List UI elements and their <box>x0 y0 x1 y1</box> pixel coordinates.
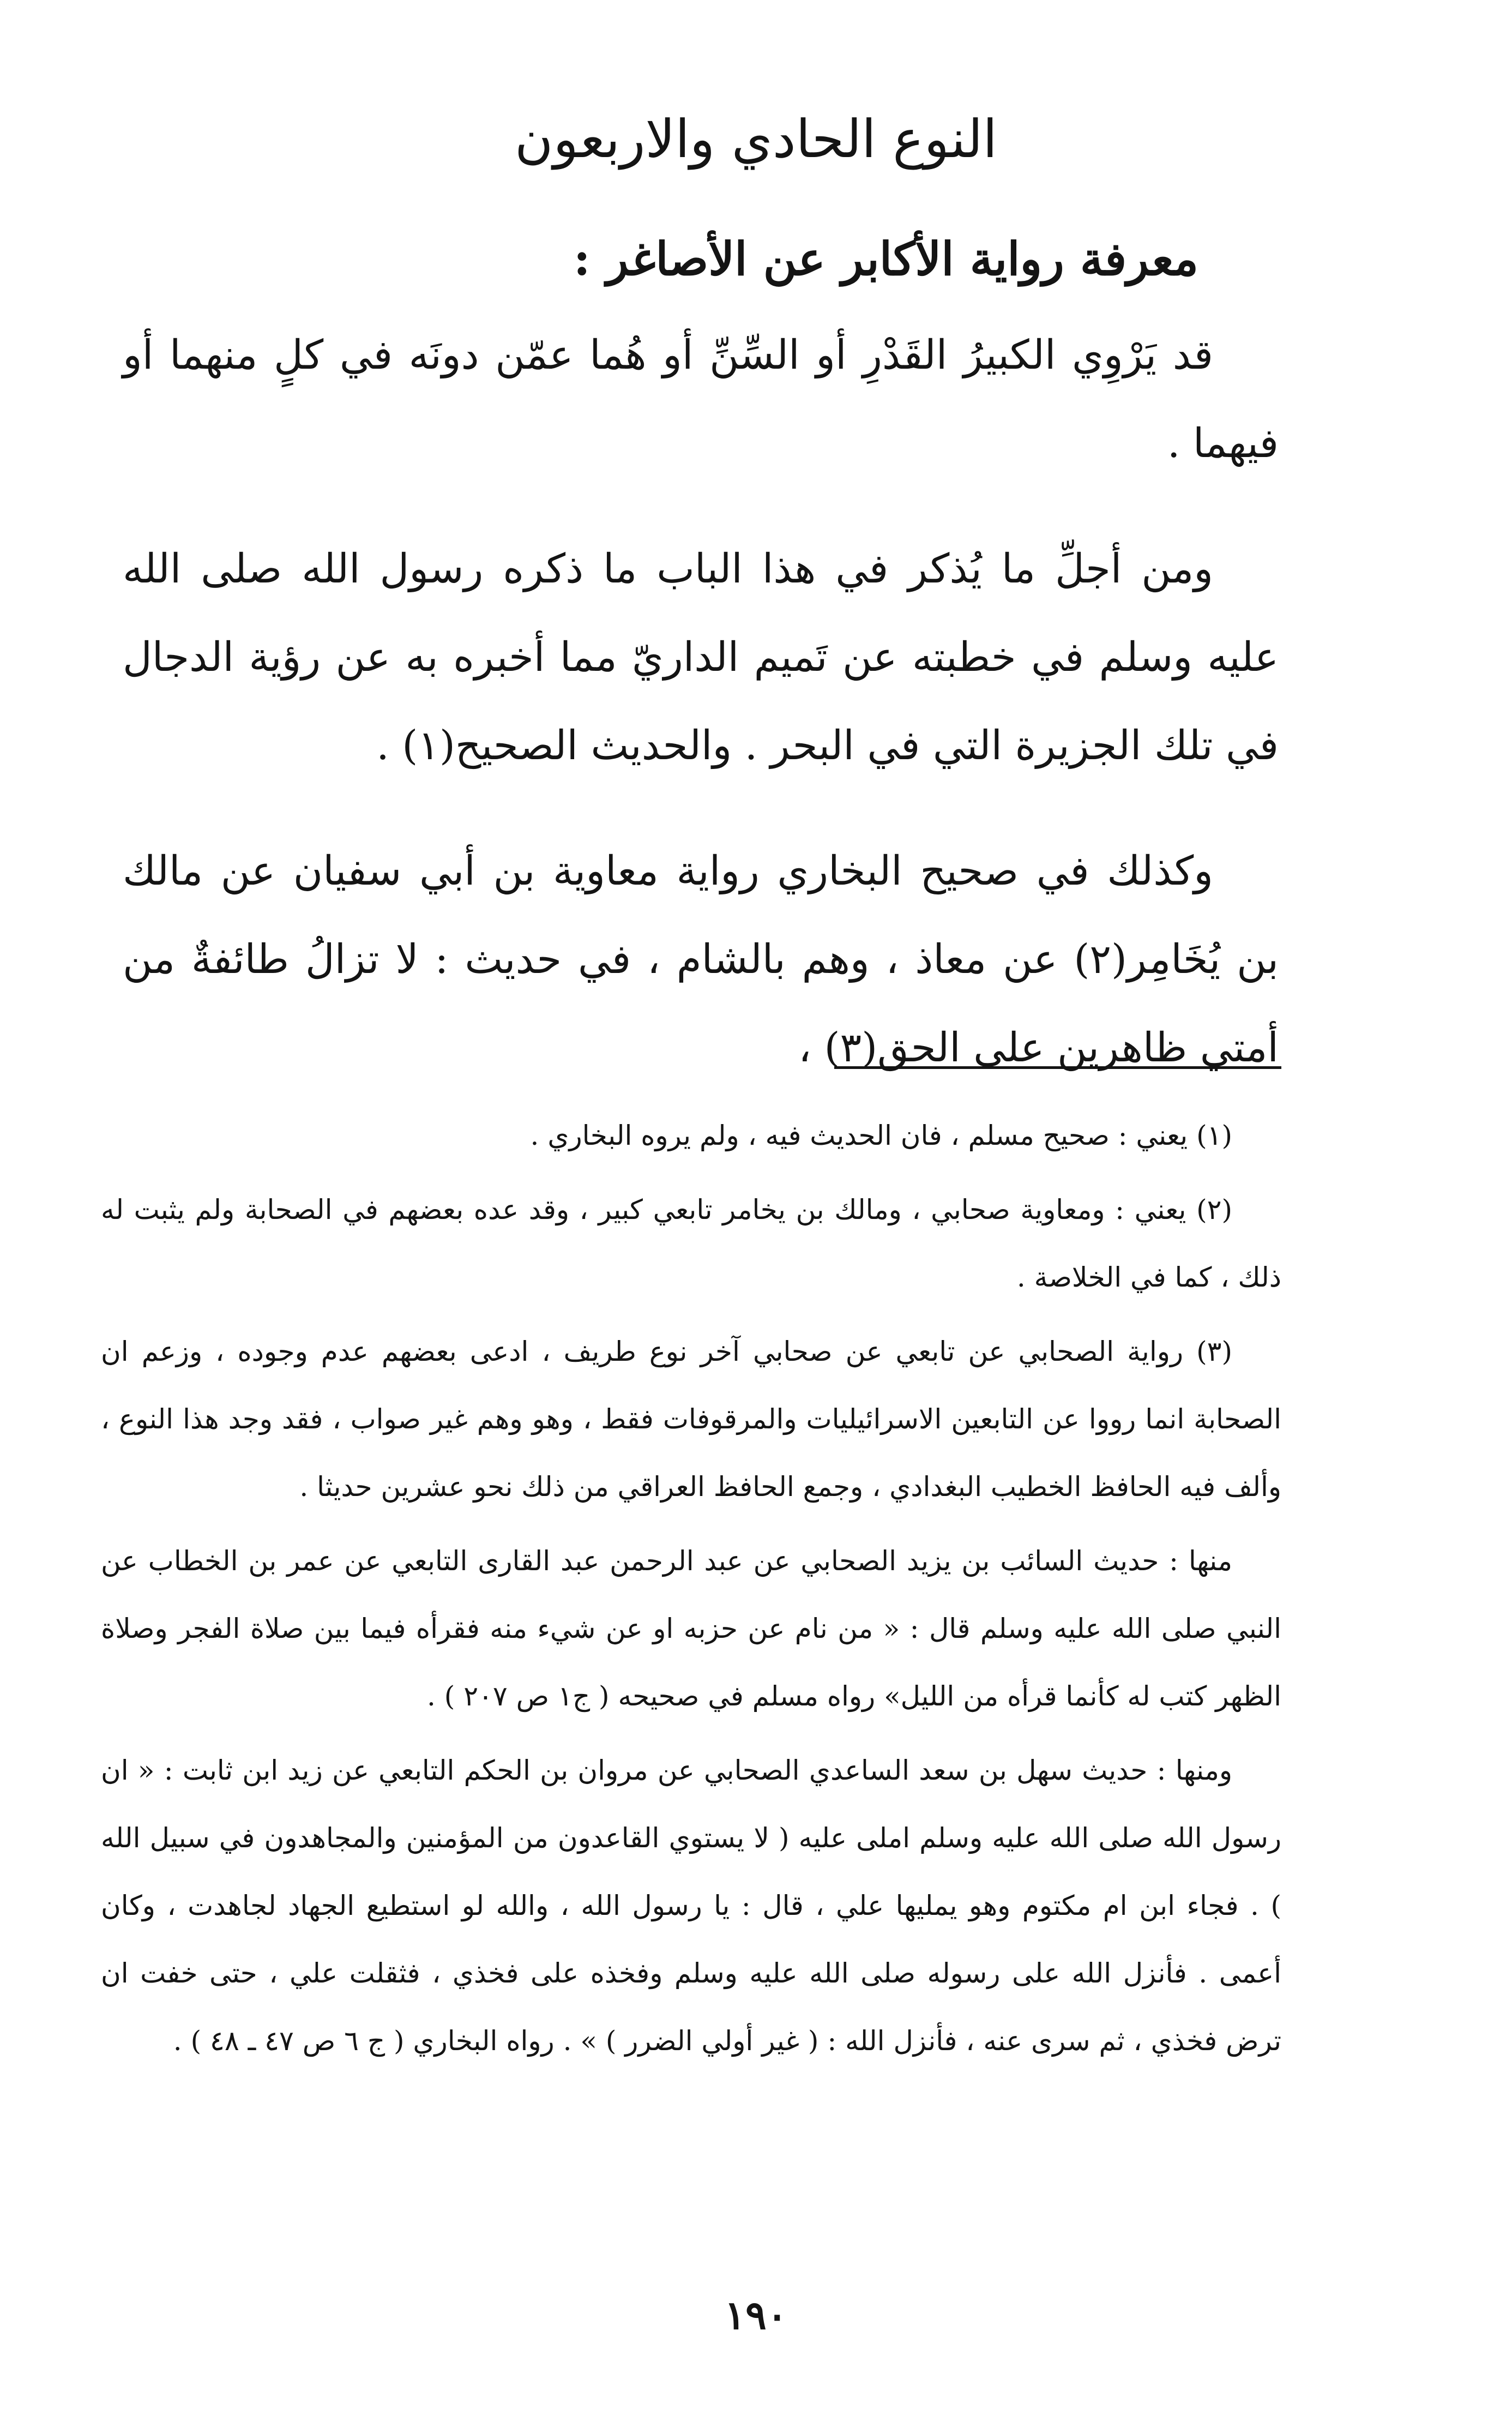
chapter-title: النوع الحادي والاربعون <box>514 109 998 170</box>
footnote-3: (٣) رواية الصحابي عن تابعي عن صحابي آخر نوع طريف ، ادعى بعضهم عدم وجوده ، وزعم ان الصحابة انما رووا عن التابعين الاسرائيليات والمرقوفات فقط ، وهو وهم غير صواب ، فقد وجد هذا النوع ، وألف فيه الحافظ الخطيب البغدادي ، وجمع الحافظ العراقي من ذلك نحو عشرين حديثا . <box>101 1336 1281 1503</box>
section-heading: معرفة رواية الأكابر عن الأصاغر : <box>573 232 1198 286</box>
paragraph-2: ومن أجلِّ ما يُذكر في هذا الباب ما ذكره رسول الله صلى الله عليه وسلم في خطبته عن تَميم الداريّ مما أخبره به عن رؤية الدجال في تلك الجزيرة التي في البحر . والحديث الصحيح(١) . <box>123 545 1279 769</box>
paragraph-3: وكذلك في صحيح البخاري رواية معاوية بن أبي سفيان عن مالك بن يُخَامِر(٢) عن معاذ ، وهم بالشام ، في حديث : لا تزالُ طائفةٌ من أمتي ظاهرين على الحق(٣) ، <box>123 848 1279 1071</box>
paragraph-1: قد يَرْوِي الكبيرُ القَدْرِ أو السِّنِّ أو هُما عمّن دونَه في كلٍ منهما أو فيهما . <box>123 332 1279 467</box>
footnote-3-example-2: ومنها : حديث سهل بن سعد الساعدي الصحابي عن مروان بن الحكم التابعي عن زيد ابن ثابت : « ان رسول الله صلى الله عليه وسلم املى عليه ( لا يستوي القاعدون من المؤمنين والمجاهدون في سبيل الله ) . فجاء ابن ام مكتوم وهو يمليها علي ، قال : يا رسول الله ، والله لو استطيع الجهاد لجاهدت ، وكان أعمى . فأنزل الله على رسوله صلى الله عليه وسلم وفخذه على فخذي ، فثقلت علي ، حتى خفت ان ترض فخذي ، ثم سرى عنه ، فأنزل الله : ( غير أولي الضرر ) » . رواه البخاري ( ج ٦ ص ٤٧ ـ ٤٨ ) . <box>101 1755 1281 2057</box>
page-number: ١٩٠ <box>724 2292 788 2338</box>
footnotes <box>101 1102 1281 2081</box>
footnote-separator <box>834 1066 1281 1069</box>
footnote-3-example-1: منها : حديث السائب بن يزيد الصحابي عن عبد الرحمن عبد القارى التابعي عن عمر بن الخطاب عن النبي صلى الله عليه وسلم قال : « من نام عن حزبه او عن شيء منه فقرأه فيما بين صلاة الفجر وصلاة الظهر كتب له كأنما قرأه من الليل» رواه مسلم في صحيحه ( ج١ ص ٢٠٧ ) . <box>101 1545 1281 1712</box>
footnote-2: (٢) يعني : ومعاوية صحابي ، ومالك بن يخامر تابعي كبير ، وقد عده بعضهم في الصحابة ولم يثبت له ذلك ، كما في الخلاصة . <box>101 1194 1281 1293</box>
footnote-1: (١) يعني : صحيح مسلم ، فان الحديث فيه ، ولم يروه البخاري . <box>530 1120 1232 1151</box>
main-text <box>123 311 1279 1129</box>
